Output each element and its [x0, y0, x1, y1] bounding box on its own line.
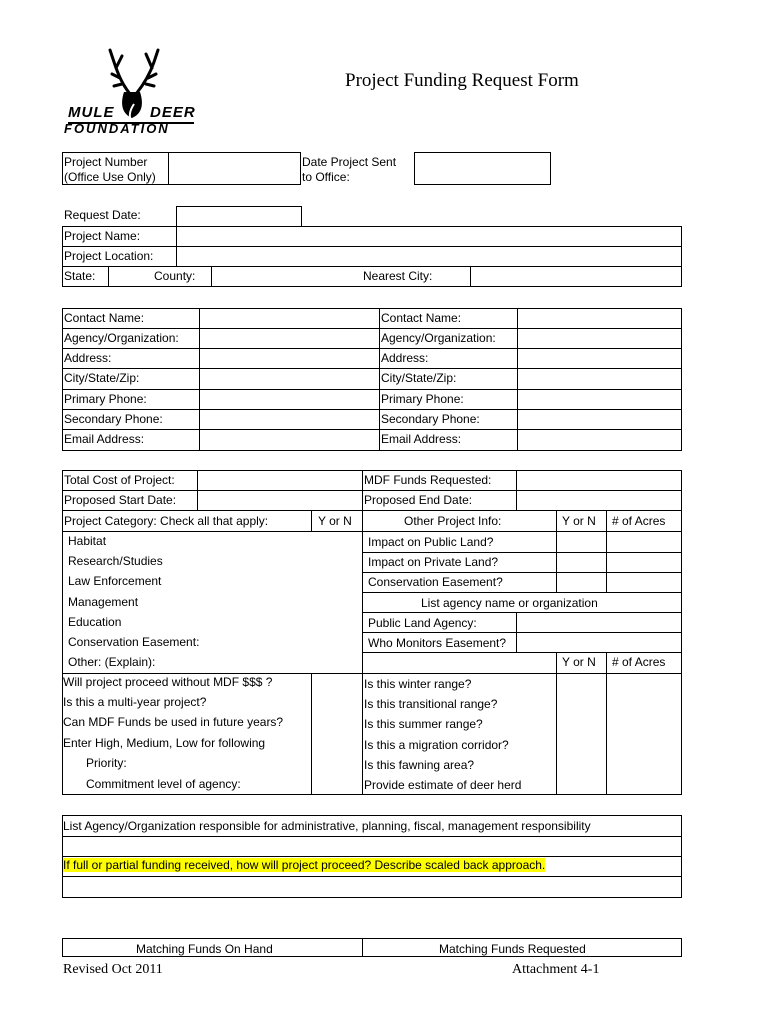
question-label: Is this a multi-year project? — [63, 695, 207, 709]
range-question: Provide estimate of deer herd — [364, 778, 522, 792]
lower-yn-header: Y or N — [562, 655, 596, 669]
agency-list-header: List agency name or organization — [421, 596, 598, 610]
category-item: Education — [68, 615, 122, 629]
contact-field-right[interactable] — [518, 309, 681, 450]
mdf-requested-field[interactable] — [517, 471, 681, 490]
revised-date: Revised Oct 2011 — [63, 962, 163, 977]
category-item: Research/Studies — [68, 554, 163, 568]
contact-label: Secondary Phone: — [381, 412, 480, 426]
mule-deer-logo — [62, 44, 198, 136]
acres-header: # of Acres — [612, 514, 666, 528]
contact-label: City/State/Zip: — [381, 371, 457, 385]
contact-label: Contact Name: — [381, 311, 462, 325]
matching-requested-label: Matching Funds Requested — [439, 942, 586, 956]
request-date-field[interactable] — [176, 206, 302, 227]
project-number-field[interactable] — [168, 152, 301, 185]
logo-mule: MULE — [68, 104, 115, 121]
range-question: Is this fawning area? — [364, 758, 475, 772]
mdf-requested-label: MDF Funds Requested: — [364, 473, 492, 487]
right-yn-col-line — [556, 510, 557, 531]
responsibility-label: List Agency/Organization responsible for administrative, planning, fiscal, management responsibility — [63, 819, 591, 833]
yn-header: Y or N — [318, 514, 352, 528]
logo-deer: DEER — [150, 104, 196, 121]
matching-on-hand-label: Matching Funds On Hand — [136, 942, 273, 956]
total-cost-label: Total Cost of Project: — [64, 473, 175, 487]
other-info-header: Other Project Info: — [404, 514, 502, 528]
contact-label: Primary Phone: — [64, 392, 147, 406]
scaled-back-field[interactable] — [63, 877, 681, 897]
county-label: County: — [154, 269, 196, 283]
contact-label: Address: — [64, 351, 112, 365]
commitment-label: Commitment level of agency: — [86, 777, 241, 791]
start-date-field[interactable] — [198, 491, 361, 510]
lower-left-answer-field[interactable] — [312, 674, 361, 794]
request-date-label: Request Date: — [64, 208, 141, 222]
end-date-field[interactable] — [517, 491, 681, 510]
contact-field-left[interactable] — [200, 309, 378, 450]
contact-label: Secondary Phone: — [64, 412, 163, 426]
yn-col-line — [311, 510, 312, 531]
other-info-yn-field[interactable] — [557, 532, 605, 592]
start-date-label: Proposed Start Date: — [64, 493, 177, 507]
question-label: Can MDF Funds be used in future years? — [63, 715, 284, 729]
date-sent-sub: to Office: — [302, 170, 350, 184]
right-yn-header: Y or N — [562, 514, 596, 528]
contact-label: City/State/Zip: — [64, 371, 140, 385]
category-item: Conservation Easement: — [68, 635, 200, 649]
date-sent-label: Date Project Sent — [302, 155, 397, 169]
contact-label: Email Address: — [381, 432, 462, 446]
lower-acres-header: # of Acres — [612, 655, 666, 669]
public-land-agency-field[interactable] — [517, 613, 681, 632]
cost-row-line — [62, 510, 682, 511]
category-label: Project Category: Check all that apply: — [64, 514, 269, 528]
state-field[interactable] — [109, 267, 153, 286]
contact-label: Primary Phone: — [381, 392, 464, 406]
date-sent-field[interactable] — [414, 152, 551, 185]
range-question: Is this summer range? — [364, 717, 483, 731]
category-item: Habitat — [68, 534, 107, 548]
total-cost-field[interactable] — [198, 471, 361, 490]
range-question: Is this winter range? — [364, 677, 472, 691]
range-question: Is this transitional range? — [364, 697, 498, 711]
nearest-city-field[interactable] — [471, 267, 681, 286]
scaled-back-label: If full or partial funding received, how will project proceed? Describe scaled back approach. — [63, 858, 546, 872]
public-land-agency-label: Public Land Agency: — [368, 616, 477, 630]
contact-label: Email Address: — [64, 432, 145, 446]
question-label: Enter High, Medium, Low for following — [63, 736, 266, 750]
who-monitors-field[interactable] — [517, 633, 681, 652]
contact-label: Address: — [381, 351, 429, 365]
range-question: Is this a migration corridor? — [364, 738, 509, 752]
right-acres-col-line — [606, 510, 607, 531]
nearest-city-label: Nearest City: — [363, 269, 433, 283]
other-info-acres-field[interactable] — [607, 532, 681, 592]
category-item: Other: (Explain): — [68, 655, 156, 669]
category-item: Law Enforcement — [68, 574, 162, 588]
who-monitors-label: Who Monitors Easement? — [368, 636, 507, 650]
project-name-field[interactable] — [177, 227, 681, 246]
project-location-label: Project Location: — [64, 249, 154, 263]
responsibility-field[interactable] — [63, 837, 681, 856]
right-row-line — [362, 652, 682, 653]
project-number-sub: (Office Use Only) — [64, 170, 156, 184]
page-title: Project Funding Request Form — [345, 70, 579, 91]
range-yn-field[interactable] — [557, 674, 605, 794]
priority-label: Priority: — [86, 756, 127, 770]
category-item: Management — [68, 595, 139, 609]
contact-label: Contact Name: — [64, 311, 145, 325]
category-yn-field[interactable] — [312, 532, 361, 673]
contact-label: Agency/Organization: — [64, 331, 179, 345]
range-acres-field[interactable] — [607, 674, 681, 794]
matching-col-line — [362, 938, 363, 957]
logo-foundation: FOUNDATION — [64, 121, 170, 136]
other-info-item: Conservation Easement? — [368, 575, 503, 589]
state-label: State: — [64, 269, 96, 283]
right-row-line — [362, 592, 682, 593]
project-name-label: Project Name: — [64, 229, 141, 243]
project-number-label: Project Number — [64, 155, 148, 169]
responsibility-row-line — [62, 856, 682, 857]
question-label: Will project proceed without MDF $$$ ? — [63, 675, 273, 689]
attachment-label: Attachment 4-1 — [512, 962, 600, 977]
contact-label: Agency/Organization: — [381, 331, 496, 345]
other-info-item: Impact on Public Land? — [368, 535, 494, 549]
county-field[interactable] — [212, 267, 362, 286]
end-date-label: Proposed End Date: — [364, 493, 473, 507]
other-info-item: Impact on Private Land? — [368, 555, 499, 569]
project-location-field[interactable] — [177, 247, 681, 266]
